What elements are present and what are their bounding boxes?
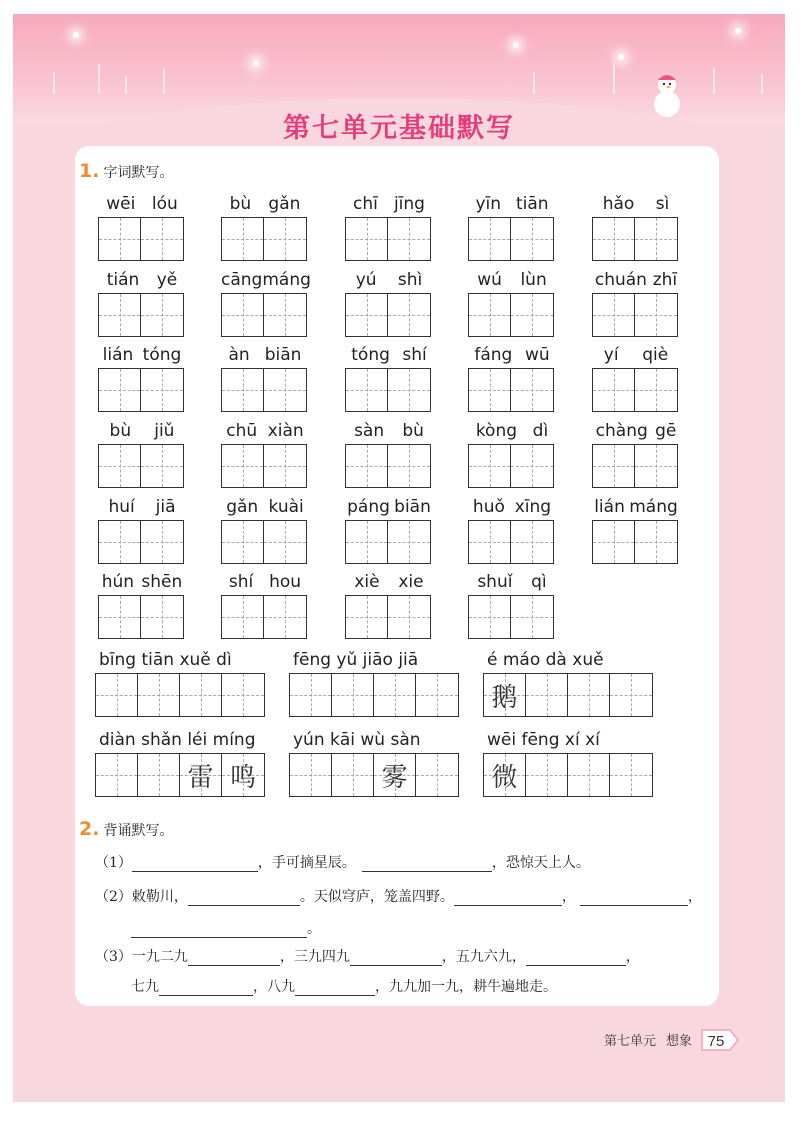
tian-ge-cell[interactable]	[99, 596, 141, 638]
tian-ge-cell[interactable]	[141, 445, 183, 487]
answer-blank[interactable]	[188, 891, 300, 906]
tian-ge-cell[interactable]	[222, 369, 264, 411]
tian-ge-cell[interactable]	[346, 445, 388, 487]
pinyin: yí qiè	[603, 345, 669, 365]
tian-ge-cell[interactable]	[388, 218, 430, 260]
pinyin: bīng tiān xuě dì	[99, 650, 232, 670]
pinyin: kòng dì	[475, 421, 549, 441]
pinyin: cāng máng	[221, 270, 311, 290]
pinyin: yīn tiān	[475, 194, 549, 214]
tian-ge-cell[interactable]	[264, 596, 306, 638]
tian-ge-cell[interactable]	[568, 754, 610, 796]
recite-line-2b: 。	[131, 918, 321, 938]
answer-blank[interactable]	[454, 891, 562, 906]
tian-ge-cell[interactable]	[593, 521, 635, 563]
page-number: 75	[707, 1033, 725, 1050]
answer-blank[interactable]	[132, 857, 258, 872]
tian-ge-cell[interactable]	[222, 596, 264, 638]
tian-ge-cell[interactable]: 鹅	[484, 674, 526, 716]
tian-ge-cell[interactable]	[264, 521, 306, 563]
tian-ge-cell[interactable]	[526, 674, 568, 716]
tian-ge-cell[interactable]	[264, 369, 306, 411]
pinyin: bù jiǔ	[109, 421, 175, 441]
tian-ge-cell[interactable]: 雷	[180, 754, 222, 796]
pinyin: chī jīng	[353, 194, 425, 214]
section-heading: 2. 背诵默写。	[79, 818, 174, 840]
tian-ge-cell[interactable]	[568, 674, 610, 716]
footer-unit: 第七单元	[604, 1034, 657, 1049]
pinyin: tián yě	[106, 270, 178, 290]
tian-ge-cell[interactable]	[346, 521, 388, 563]
tian-ge-cell[interactable]	[593, 218, 635, 260]
pinyin: chàng gē	[595, 421, 677, 441]
tian-ge-cell[interactable]	[635, 218, 677, 260]
pinyin: àn biān	[228, 345, 302, 365]
page-number-badge	[700, 1026, 740, 1054]
tian-ge-cell[interactable]	[635, 294, 677, 336]
tian-ge-cell[interactable]: 微	[484, 754, 526, 796]
tian-ge-cell[interactable]	[264, 445, 306, 487]
pinyin: lián máng	[594, 497, 678, 517]
tian-ge-cell[interactable]	[346, 596, 388, 638]
tian-ge-cell[interactable]	[222, 218, 264, 260]
tian-ge-cell[interactable]	[374, 674, 416, 716]
tian-ge-cell[interactable]	[346, 218, 388, 260]
tian-ge-cell[interactable]	[99, 218, 141, 260]
tian-ge-cell[interactable]	[416, 674, 458, 716]
tian-ge-cell[interactable]	[264, 218, 306, 260]
tian-ge-cell[interactable]	[511, 521, 553, 563]
pinyin: fēng yǔ jiāo jiā	[293, 650, 419, 670]
pinyin: bù gǎn	[229, 194, 301, 214]
footer-topic: 想象	[666, 1034, 693, 1049]
pinyin: tóng shí	[351, 345, 427, 365]
tian-ge-cell[interactable]	[96, 674, 138, 716]
tian-ge-cell[interactable]	[141, 294, 183, 336]
tian-ge-cell[interactable]	[610, 754, 652, 796]
recite-line-1: （1） ，手可摘星辰。 ，恐惊天上人。	[95, 855, 590, 871]
tian-ge-cell[interactable]	[346, 294, 388, 336]
tian-ge-cell[interactable]	[388, 445, 430, 487]
pinyin: fáng wū	[474, 345, 550, 365]
tian-ge-cell[interactable]	[332, 754, 374, 796]
tian-ge-cell[interactable]	[635, 521, 677, 563]
tian-ge-cell[interactable]	[593, 294, 635, 336]
answer-blank[interactable]	[362, 857, 492, 872]
pinyin: é máo dà xuě	[487, 650, 604, 670]
pinyin: shuǐ qì	[477, 572, 547, 592]
tian-ge-cell[interactable]	[264, 294, 306, 336]
pinyin: huǒ xīng	[472, 497, 552, 517]
tian-ge-cell[interactable]	[635, 445, 677, 487]
section-heading: 1. 字词默写。	[79, 160, 174, 182]
tian-ge-cell[interactable]	[96, 754, 138, 796]
tian-ge-cell[interactable]	[332, 674, 374, 716]
recite-line-2: （2）敕勒川， 。天似穹庐，笼盖四野。 ， ，	[95, 889, 702, 905]
answer-blank[interactable]	[131, 923, 307, 938]
pinyin: hǎo sì	[602, 194, 670, 214]
tian-ge-cell[interactable]	[511, 445, 553, 487]
pinyin: wēi lóu	[106, 194, 178, 214]
tian-ge-cell[interactable]	[469, 596, 511, 638]
tian-ge-cell[interactable]	[138, 674, 180, 716]
answer-blank[interactable]	[295, 981, 375, 996]
tian-ge-cell[interactable]	[99, 445, 141, 487]
tian-ge-cell[interactable]	[141, 218, 183, 260]
tian-ge-cell[interactable]	[222, 294, 264, 336]
tian-ge-cell[interactable]	[141, 369, 183, 411]
answer-blank[interactable]	[350, 951, 442, 966]
tian-ge-cell[interactable]	[469, 521, 511, 563]
tian-ge-cell[interactable]	[635, 369, 677, 411]
tian-ge-cell[interactable]	[511, 596, 553, 638]
tian-ge-cell[interactable]	[99, 369, 141, 411]
answer-blank[interactable]	[188, 951, 280, 966]
pinyin: sàn bù	[354, 421, 424, 441]
pinyin: hún shēn	[101, 572, 183, 592]
tian-ge-cell[interactable]	[388, 521, 430, 563]
exercise-card	[75, 146, 719, 1006]
tian-ge-cell[interactable]	[180, 674, 222, 716]
pinyin: lián tóng	[102, 345, 182, 365]
tian-ge-cell[interactable]	[222, 445, 264, 487]
tian-ge-cell[interactable]	[346, 369, 388, 411]
tian-ge-cell[interactable]	[511, 369, 553, 411]
tian-ge-cell[interactable]	[416, 754, 458, 796]
pinyin: gǎn kuài	[226, 497, 304, 517]
tian-ge-cell[interactable]	[469, 445, 511, 487]
tian-ge-cell[interactable]	[388, 369, 430, 411]
tian-ge-cell[interactable]	[469, 218, 511, 260]
recite-line-4: 七九 ，八九 ，九九加一九，耕牛遍地走。	[131, 979, 557, 995]
tian-ge-cell[interactable]	[593, 369, 635, 411]
pinyin: wú lùn	[477, 270, 547, 290]
tian-ge-cell[interactable]	[290, 754, 332, 796]
tian-ge-cell[interactable]	[511, 218, 553, 260]
recite-line-3: （3）一九二九 ，三九四九 ，五九六九， ，	[95, 949, 640, 965]
pinyin: páng biān	[347, 497, 431, 517]
tian-ge-cell[interactable]	[99, 294, 141, 336]
tian-ge-cell[interactable]	[222, 674, 264, 716]
tian-ge-cell[interactable]	[593, 445, 635, 487]
pinyin: chuán zhī	[594, 270, 678, 290]
pinyin: yún kāi wù sàn	[293, 730, 421, 750]
tian-ge-cell[interactable]	[469, 294, 511, 336]
answer-blank[interactable]	[526, 951, 626, 966]
answer-blank[interactable]	[159, 981, 253, 996]
tian-ge-cell[interactable]	[141, 596, 183, 638]
tian-ge-cell[interactable]	[388, 294, 430, 336]
pinyin: xiè xie	[354, 572, 424, 592]
page-title: 第七单元基础默写	[283, 113, 515, 144]
pinyin: diàn shǎn léi míng	[99, 730, 256, 750]
tian-ge-cell[interactable]	[388, 596, 430, 638]
tian-ge-cell[interactable]	[469, 369, 511, 411]
answer-blank[interactable]	[580, 891, 688, 906]
tian-ge-cell[interactable]: 鸣	[222, 754, 264, 796]
tian-ge-cell[interactable]	[222, 521, 264, 563]
pinyin: huí jiā	[108, 497, 176, 517]
tian-ge-cell[interactable]	[526, 754, 568, 796]
tian-ge-cell[interactable]	[138, 754, 180, 796]
tian-ge-cell[interactable]	[141, 521, 183, 563]
tian-ge-cell[interactable]: 雾	[374, 754, 416, 796]
pinyin: wēi fēng xí xí	[487, 730, 600, 750]
tian-ge-cell[interactable]	[610, 674, 652, 716]
tian-ge-cell[interactable]	[290, 674, 332, 716]
pinyin: shí hou	[228, 572, 302, 592]
pinyin: chū xiàn	[226, 421, 304, 441]
pinyin: yú shì	[355, 270, 423, 290]
tian-ge-cell[interactable]	[99, 521, 141, 563]
tian-ge-cell[interactable]	[511, 294, 553, 336]
